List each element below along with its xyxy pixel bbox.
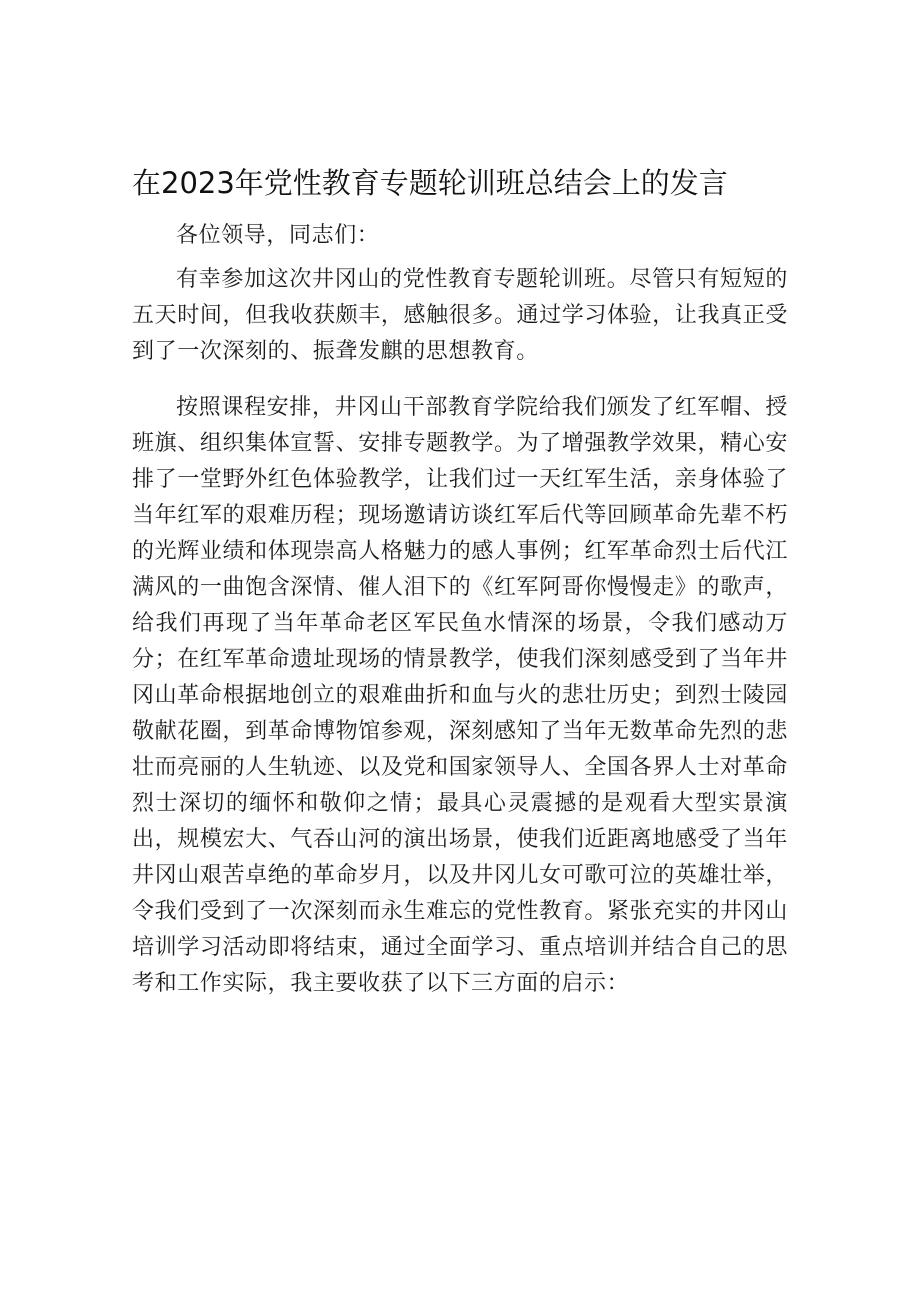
document-title: 在2023年党性教育专题轮训班总结会上的发言: [132, 166, 728, 200]
greeting: 各位领导，同志们：: [176, 223, 380, 248]
document-body: [132, 218, 788, 1002]
paragraph-2: 按照课程安排，井冈山干部教育学院给我们颁发了红军帽、授班旗、组织集体宣誓、安排专题教学。为了增强教学效果，精心安排了一堂野外红色体验教学，让我们过一天红军生活，亲身体验了当年红军的艰难历程；现场邀请访谈红军后代等回顾革命先辈不朽的光辉业绩和体现崇高人格魅力的感人事例；红军革命烈士后代江满风的一曲饱含深情、催人泪下的《红军阿哥你慢慢走》的歌声，给我们再现了当年革命老区军民鱼水情深的场景，令我们感动万分；在红军革命遗址现场的情景教学，使我们深刻感受到了当年井冈山革命根据地创立的艰难曲折和血与火的悲壮历史；到烈士陵园敬献花圈，到革命博物馆参观，深刻感知了当年无数革命先烈的悲壮而亮丽的人生轨迹、以及党和国家领导人、全国各界人士对革命烈士深切的缅怀和敬仰之情；最具心灵震撼的是观看大型实景演出，规模宏大、气吞山河的演出场景，使我们近距离地感受了当年井冈山艰苦卓绝的革命岁月，以及井冈儿女可歌可泣的英雄壮举，令我们受到了一次深刻而永生难忘的党性教育。紧张充实的井冈山培训学习活动即将结束，通过全面学习、重点培训并结合自己的思考和工作实际，我主要收获了以下三方面的启示：: [132, 395, 788, 996]
paragraph-1: 有幸参加这次井冈山的党性教育专题轮训班。尽管只有短短的五天时间，但我收获颇丰，感触很多。通过学习体验，让我真正受到了一次深刻的、振聋发麒的思想教育。: [132, 267, 788, 364]
